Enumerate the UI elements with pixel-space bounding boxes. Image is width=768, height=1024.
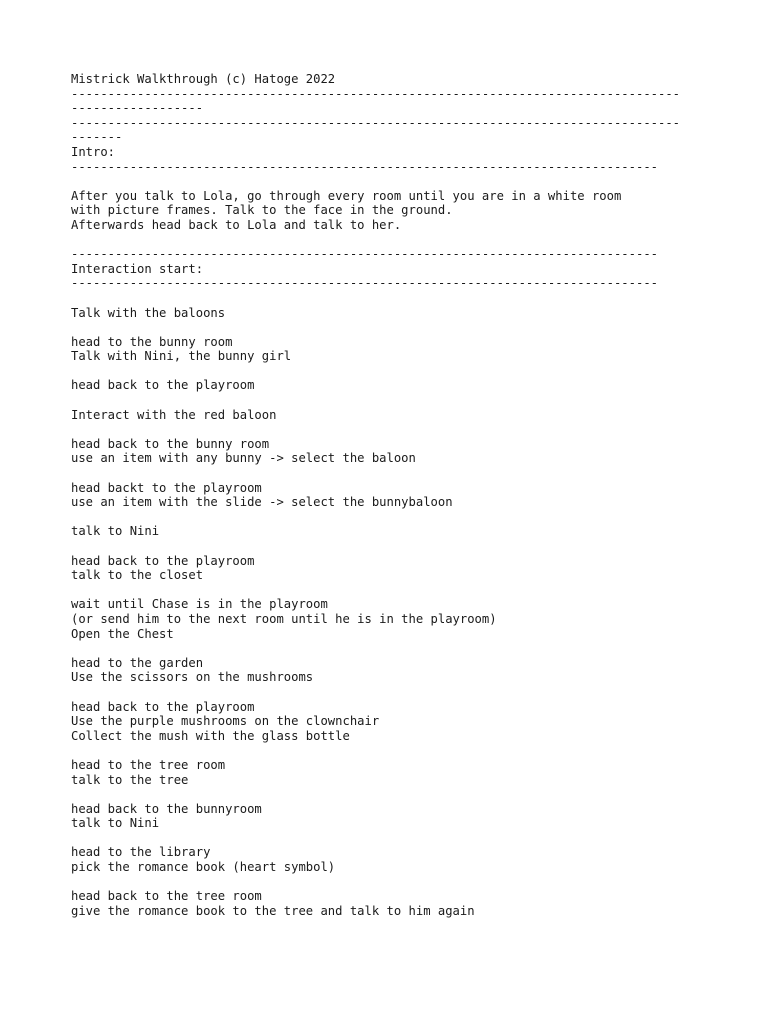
document-line: head back to the tree room bbox=[71, 889, 262, 904]
document-line: head to the library bbox=[71, 845, 211, 860]
document-line bbox=[71, 685, 711, 700]
document-line: Intro: bbox=[71, 144, 116, 159]
document-line: pick the romance book (heart symbol) bbox=[71, 860, 336, 875]
document-line bbox=[71, 393, 711, 408]
document-line bbox=[71, 875, 711, 890]
document-line: use an item with any bunny -> select the baloon bbox=[71, 451, 416, 466]
document-line: with picture frames. Talk to the face in the ground. bbox=[71, 203, 453, 218]
document-line: head back to the playroom bbox=[71, 553, 255, 568]
document-line: head to the bunny room bbox=[71, 334, 233, 349]
document-line: head back to the playroom bbox=[71, 699, 255, 714]
document-line: Afterwards head back to Lola and talk to her. bbox=[71, 217, 402, 232]
document-line bbox=[71, 291, 711, 306]
document-line bbox=[71, 422, 711, 437]
document-line: After you talk to Lola, go through every room until you are in a white room bbox=[71, 188, 622, 203]
document-line bbox=[71, 233, 711, 248]
document-line: -------------------------------------------------------------------------------- bbox=[71, 159, 658, 174]
document-line bbox=[71, 466, 711, 481]
document-line: use an item with the slide -> select the bunnybaloon bbox=[71, 495, 453, 510]
document-line bbox=[71, 539, 711, 554]
document-line: Use the purple mushrooms on the clownchair bbox=[71, 714, 380, 729]
document-line: ----------------------------------------------------------------------------------- bbox=[71, 115, 681, 130]
document-line: ------- bbox=[71, 130, 123, 145]
document-line: head back to the playroom bbox=[71, 378, 255, 393]
document-line: talk to the tree bbox=[71, 772, 189, 787]
document-line: ----------------------------------------------------------------------------------- bbox=[71, 86, 681, 101]
document-line bbox=[71, 787, 711, 802]
document-line: talk to the closet bbox=[71, 568, 204, 583]
document-line bbox=[71, 320, 711, 335]
document-line bbox=[71, 174, 711, 189]
document-line: Open the Chest bbox=[71, 626, 174, 641]
document-line: Mistrick Walkthrough (c) Hatoge 2022 bbox=[71, 72, 336, 86]
walkthrough-document bbox=[71, 72, 711, 918]
document-line: -------------------------------------------------------------------------------- bbox=[71, 247, 658, 262]
document-line bbox=[71, 641, 711, 656]
document-line: Talk with Nini, the bunny girl bbox=[71, 349, 292, 364]
document-line bbox=[71, 510, 711, 525]
document-line: Interaction start: bbox=[71, 261, 204, 276]
document-line: give the romance book to the tree and talk to him again bbox=[71, 903, 475, 918]
document-line bbox=[71, 364, 711, 379]
document-line: head to the garden bbox=[71, 655, 204, 670]
document-line: talk to Nini bbox=[71, 524, 160, 539]
document-line bbox=[71, 831, 711, 846]
document-line: (or send him to the next room until he is in the playroom) bbox=[71, 611, 497, 626]
document-line: head backt to the playroom bbox=[71, 480, 262, 495]
document-line: head back to the bunny room bbox=[71, 436, 270, 451]
document-line: wait until Chase is in the playroom bbox=[71, 597, 328, 612]
document-line bbox=[71, 583, 711, 598]
document-line: Talk with the baloons bbox=[71, 305, 226, 320]
document-line: ------------------ bbox=[71, 101, 204, 116]
document-line: Use the scissors on the mushrooms bbox=[71, 670, 314, 685]
document-line: -------------------------------------------------------------------------------- bbox=[71, 276, 658, 291]
document-line bbox=[71, 743, 711, 758]
document-line: Collect the mush with the glass bottle bbox=[71, 728, 350, 743]
document-line: talk to Nini bbox=[71, 816, 160, 831]
document-line: head to the tree room bbox=[71, 757, 226, 772]
document-line: Interact with the red baloon bbox=[71, 407, 277, 422]
document-line: head back to the bunnyroom bbox=[71, 801, 262, 816]
